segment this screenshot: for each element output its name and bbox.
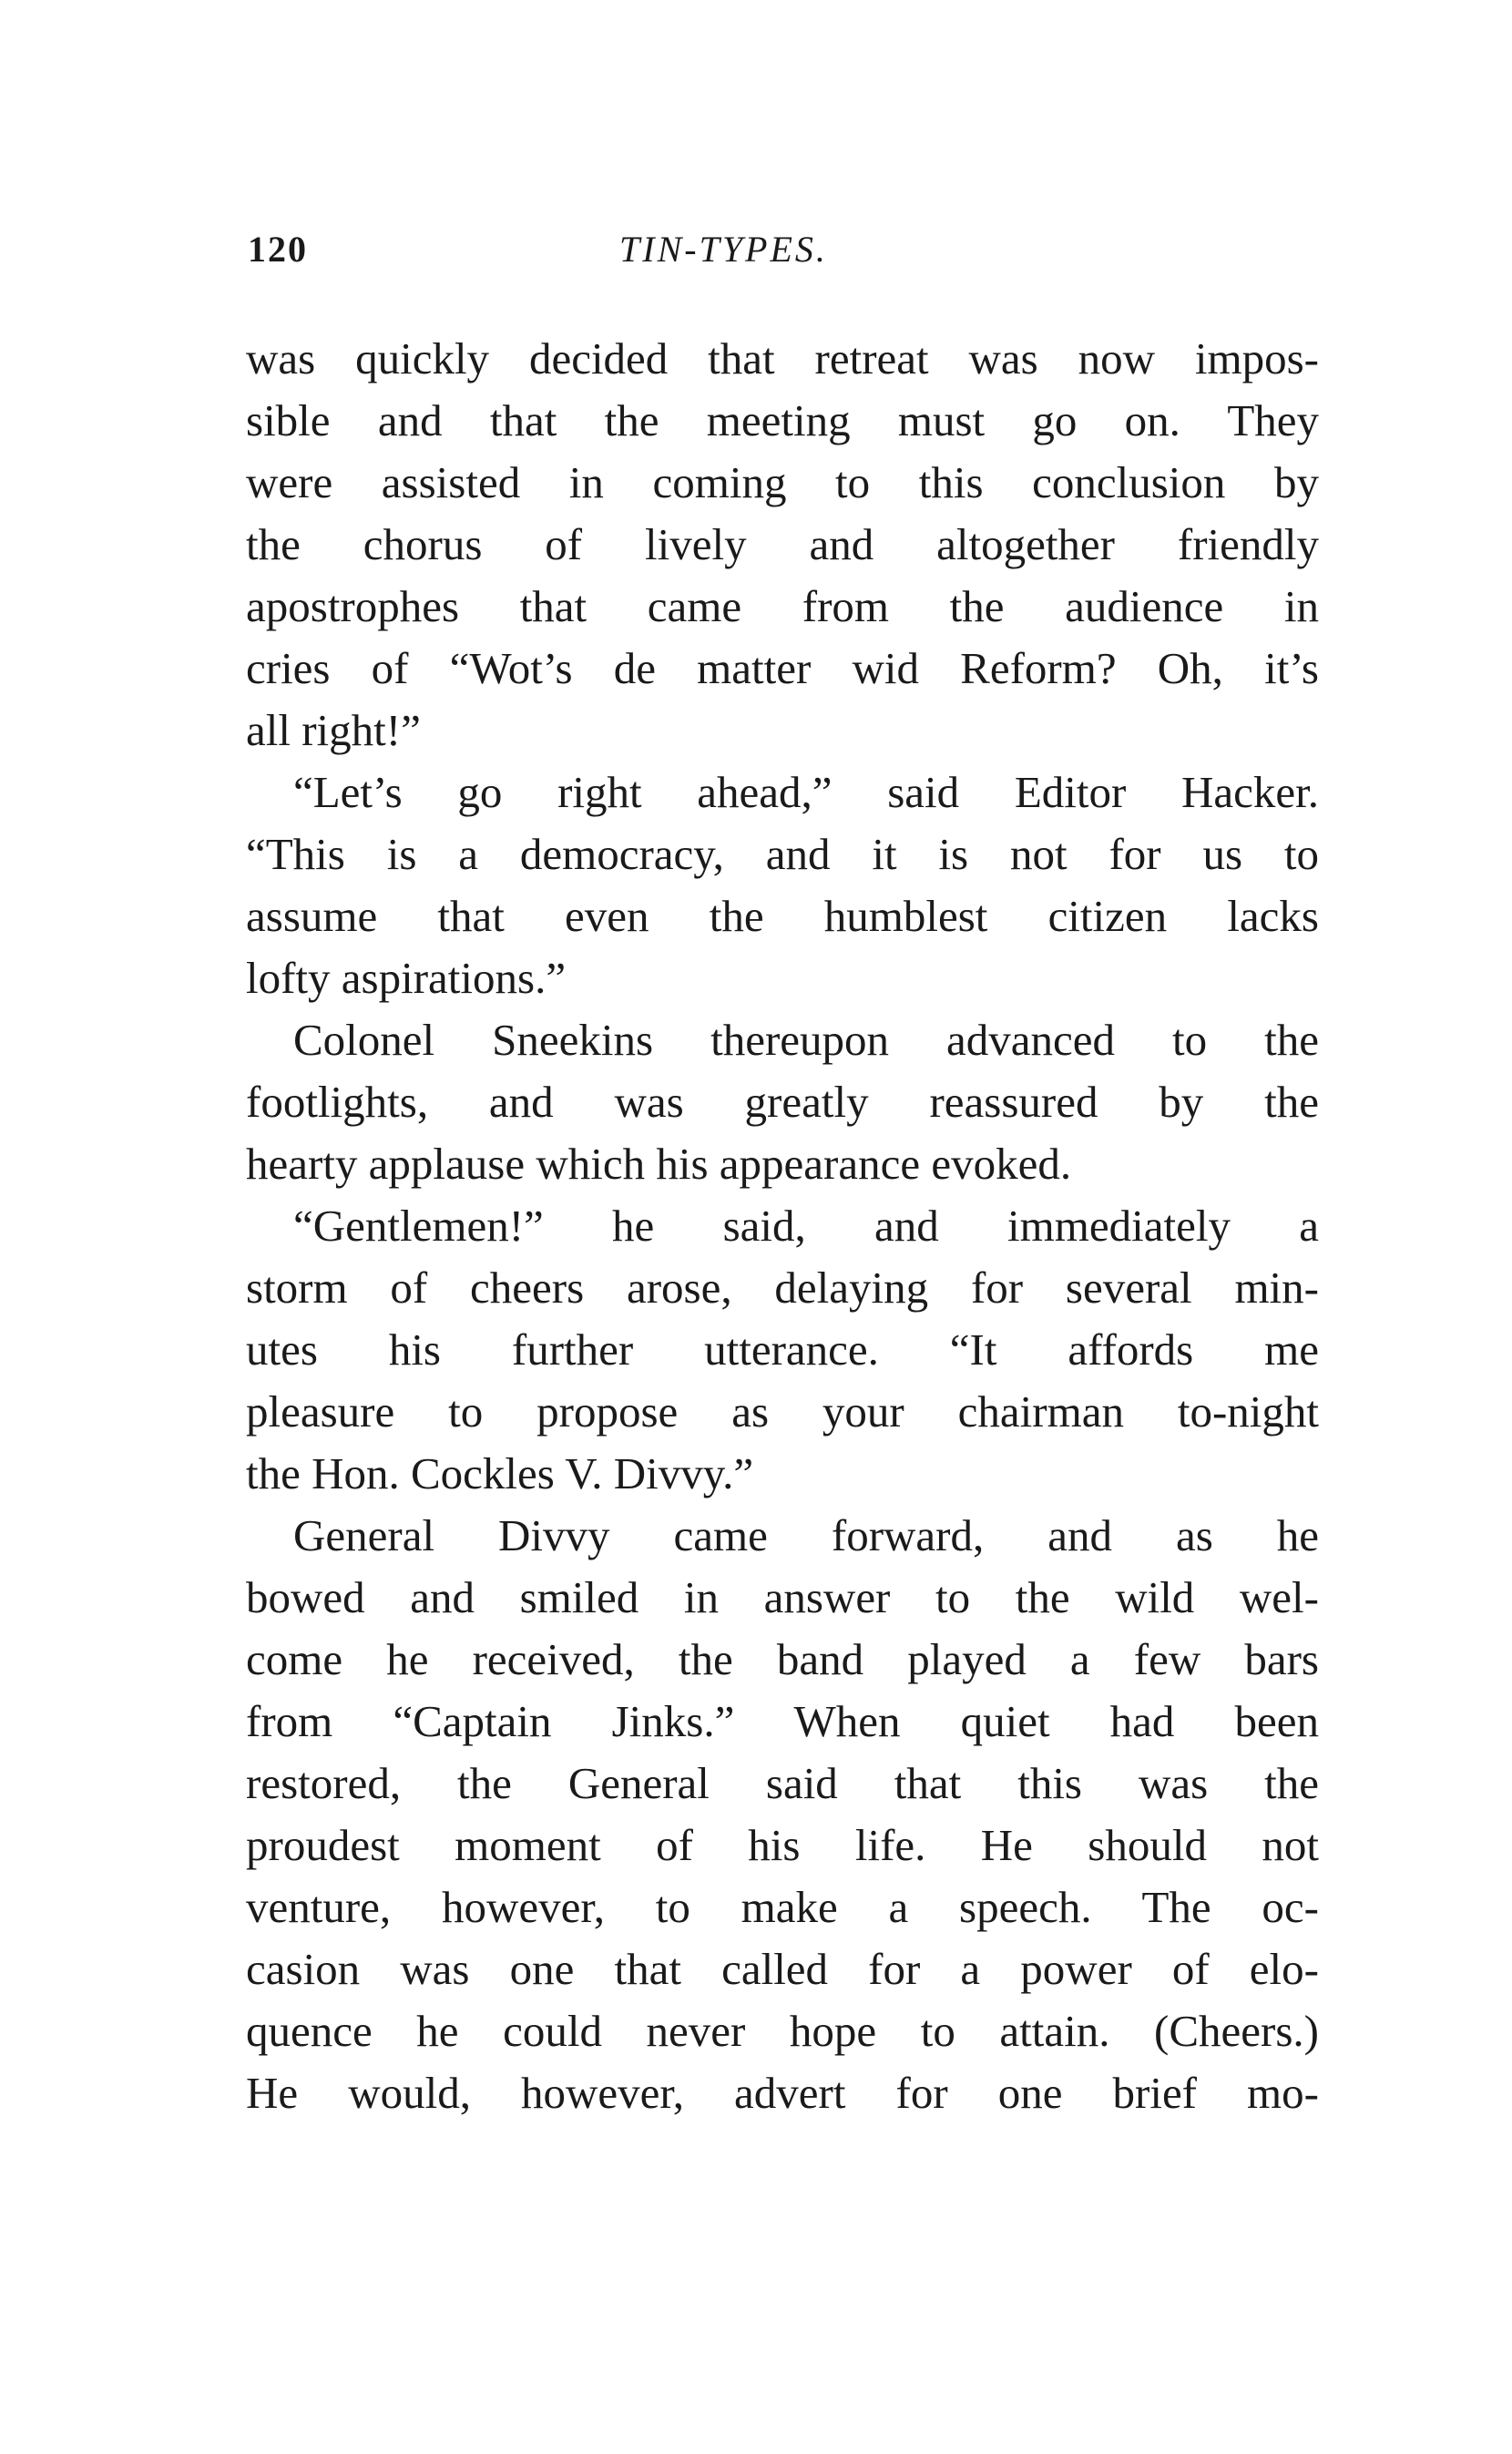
text-line: the Hon. Cockles V. Divvy.”	[246, 1448, 754, 1498]
text-line: “Let’s go right ahead,” said Editor Hacker.	[293, 767, 1319, 817]
text-line: cries of “Wot’s de matter wid Reform? Oh, it’s	[246, 643, 1319, 693]
text-line: pleasure to propose as your chairman to-night	[246, 1386, 1319, 1437]
text-line: He would, however, advert for one brief mo-	[246, 2068, 1319, 2118]
paragraph	[246, 1505, 1319, 2124]
text-line: apostrophes that came from the audience in	[246, 581, 1319, 631]
text-line: Colonel Sneekins thereupon advanced to the	[293, 1015, 1319, 1065]
text-line: were assisted in coming to this conclusion by	[246, 457, 1319, 507]
text-line: quence he could never hope to attain. (Cheers.)	[246, 2006, 1319, 2056]
text-line: General Divvy came forward, and as he	[293, 1510, 1319, 1560]
text-line: assume that even the humblest citizen lacks	[246, 891, 1319, 941]
page-number: 120	[248, 229, 308, 270]
text-line: bowed and smiled in answer to the wild wel-	[246, 1572, 1319, 1622]
text-line: “This is a democracy, and it is not for us to	[246, 829, 1319, 879]
paragraph	[246, 762, 1319, 1009]
text-line: restored, the General said that this was the	[246, 1758, 1319, 1808]
paragraph	[246, 1009, 1319, 1195]
text-line: was quickly decided that retreat was now impos-	[246, 333, 1319, 383]
text-line: venture, however, to make a speech. The oc-	[246, 1882, 1319, 1932]
text-line: come he received, the band played a few bars	[246, 1634, 1319, 1684]
text-line: from “Captain Jinks.” When quiet had been	[246, 1696, 1319, 1746]
text-line: the chorus of lively and altogether friendly	[246, 519, 1319, 569]
text-line: “Gentlemen!” he said, and immediately a	[293, 1201, 1319, 1251]
text-line: sible and that the meeting must go on. They	[246, 395, 1319, 445]
paragraph	[246, 328, 1319, 762]
running-head	[246, 228, 1319, 282]
text-line: hearty applause which his appearance evoked.	[246, 1139, 1072, 1189]
paragraph	[246, 1195, 1319, 1505]
text-line: utes his further utterance. “It affords me	[246, 1324, 1319, 1375]
text-line: lofty aspirations.”	[246, 953, 567, 1003]
body-text	[246, 328, 1319, 2124]
text-line: storm of cheers arose, delaying for several min-	[246, 1263, 1319, 1313]
text-line: all right!”	[246, 705, 421, 755]
book-page	[246, 228, 1319, 2124]
text-line: footlights, and was greatly reassured by the	[246, 1077, 1319, 1127]
text-line: proudest moment of his life. He should not	[246, 1820, 1319, 1870]
running-title: TIN-TYPES.	[619, 229, 828, 270]
text-line: casion was one that called for a power of elo-	[246, 1944, 1319, 1994]
